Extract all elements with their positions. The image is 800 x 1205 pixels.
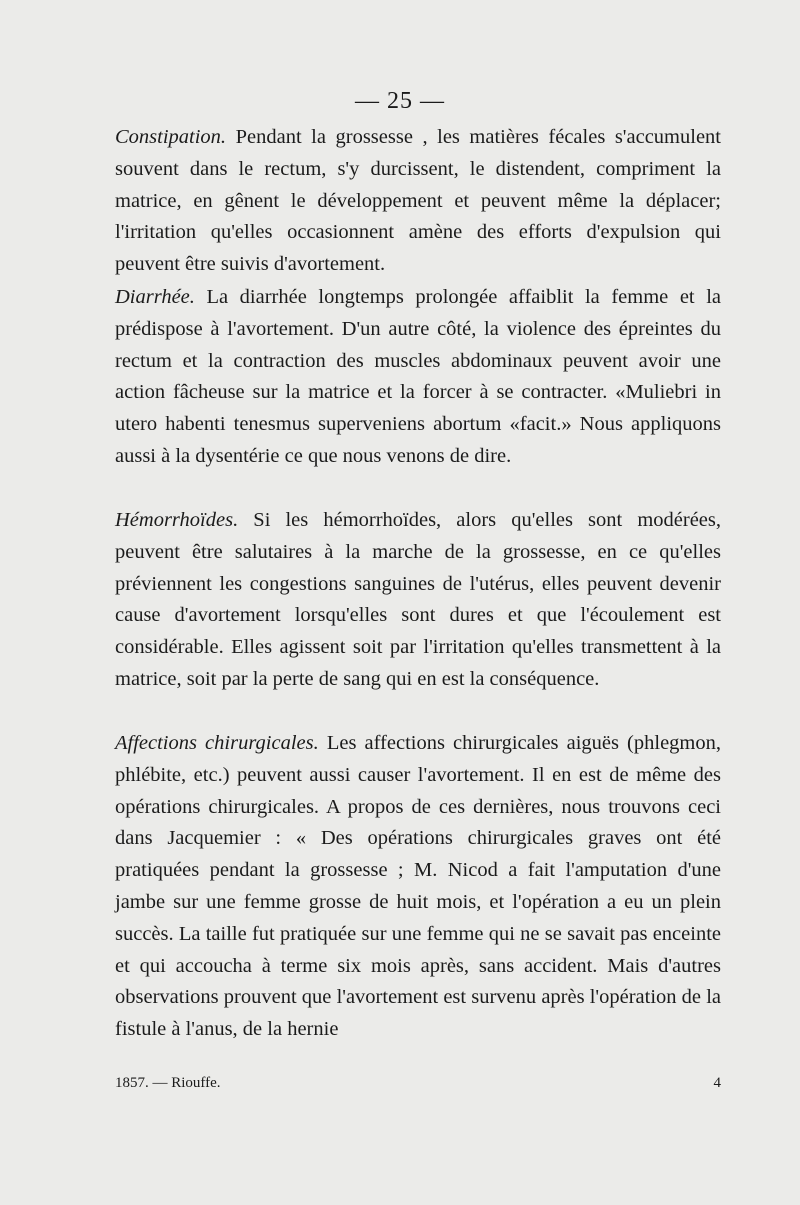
paragraph-text: Pendant la grossesse , les matières fécales s'accumulent souvent dans le rectum, s'y durcissent, le distendent, compriment la matrice, en gênent le développement et peuvent même la déplacer; l'irritation qu'elles occasionnent amène des efforts d'expulsion qui peuvent être suivis d'avortement. — [115, 126, 721, 276]
paragraph-hemorrhoides — [115, 505, 721, 696]
footer-sheet-number: 4 — [713, 1075, 721, 1091]
page-number: — 25 — — [355, 88, 445, 114]
paragraph-text: La diarrhée longtemps prolongée affaiblit la femme et la prédispose à l'avortement. D'un autre côté, la violence des épreintes du rectum et la contraction des muscles abdominaux peuvent avoir une action fâcheuse sur la matrice et la forcer à se contracter. «Muliebri in utero habenti tenesmus superveniens abortum «facit.» Nous appliquons aussi à la dysentérie ce que nous venons de dire. — [115, 286, 721, 467]
paragraph-heading: Affections chirurgicales. — [115, 732, 319, 754]
paragraph-affections-chirurgicales — [115, 728, 721, 1046]
paragraph-heading: Constipation. — [115, 126, 227, 148]
paragraph-text: Si les hémorrhoïdes, alors qu'elles sont modérées, peuvent être salutaires à la marche de la grossesse, en ce qu'elles préviennent les congestions sanguines de l'utérus, elles peuvent devenir cause d'avortement lorsqu'elles sont dures et que l'écoulement est considérable. Elles agissent soit par l'irritation qu'elles transmettent à la matrice, soit par la perte de sang qui en est la conséquence. — [115, 509, 721, 690]
paragraph-heading: Diarrhée. — [115, 286, 195, 308]
paragraph-heading: Hémorrhoïdes. — [115, 509, 239, 531]
paragraph-text: Les affections chirurgicales aiguës (phlegmon, phlébite, etc.) peuvent aussi causer l'avortement. Il en est de même des opérations chirurgicales. A propos de ces dernières, nous trouvons ceci dans Jacquemier : « Des opérations chirurgicales graves ont été pratiquées pendant la grossesse ; M. Nicod a fait l'amputation d'une jambe sur une femme grosse de huit mois, et l'opération a eu un plein succès. La taille fut pratiquée sur une femme qui ne se savait pas enceinte et qui accoucha à terme six mois après, sans accident. Mais d'autres observations prouvent que l'avortement est survenu après l'opération de la fistule à l'anus, de la hernie — [115, 732, 721, 1041]
paragraph-constipation — [115, 122, 721, 281]
paragraph-diarrhee — [115, 282, 721, 473]
footer-signature: 1857. — Riouffe. — [115, 1075, 221, 1091]
